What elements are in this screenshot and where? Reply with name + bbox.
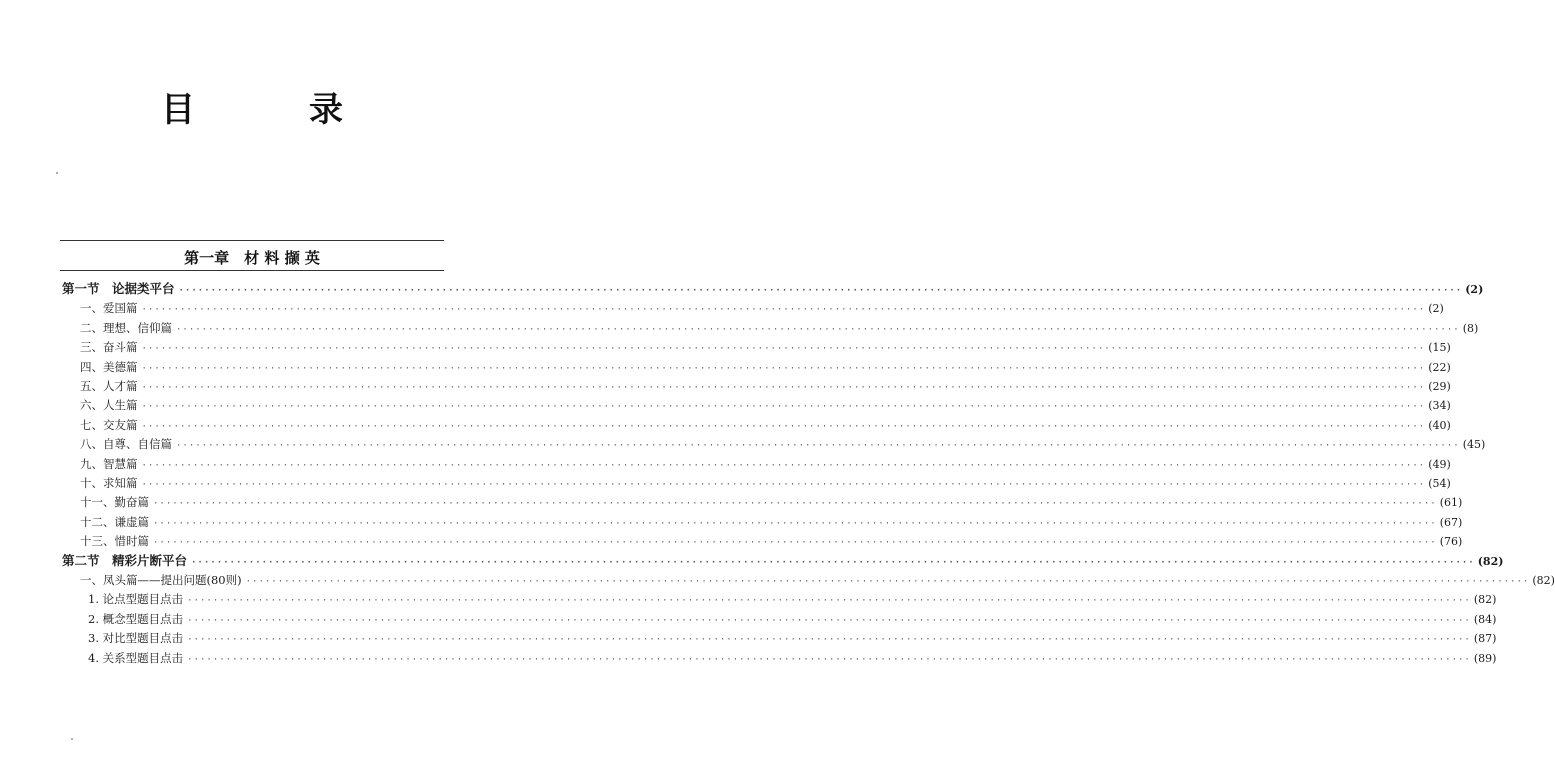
toc-entry-label: 四、美德篇	[80, 359, 138, 374]
toc-page-number: (82)	[1477, 554, 1504, 568]
toc-page-number: (61)	[1439, 496, 1463, 510]
toc-dot-leader: ········································································································································································································	[141, 305, 1426, 316]
scan-speck	[71, 738, 73, 740]
chapter-heading: 第一章 材 料 撷 英	[184, 249, 320, 267]
toc-page-number: (2)	[1465, 283, 1484, 296]
toc-page-number: (2)	[1428, 302, 1444, 316]
toc-entry-label: 二、理想、信仰篇	[80, 320, 172, 335]
chapter-rule-bottom	[60, 270, 444, 271]
toc-entry-label: 一、爱国篇	[80, 301, 138, 316]
toc-page-number: (15)	[1428, 341, 1451, 355]
toc-dot-leader: ········································································································································································································	[141, 421, 1426, 432]
toc-item-entry	[80, 494, 1463, 510]
toc-dot-leader: ········································································································································································································	[141, 363, 1426, 374]
toc-entry-label: 十一、勤奋篇	[80, 495, 149, 510]
toc-page-number: (29)	[1428, 380, 1451, 393]
toc-page-number: (54)	[1428, 477, 1451, 490]
toc-item-entry	[80, 436, 1486, 452]
toc-item-entry	[80, 320, 1479, 336]
toc-entry-label: 六、人生篇	[80, 398, 138, 413]
toc-entry-label: 九、智慧篇	[80, 456, 138, 471]
toc-page-number: (84)	[1473, 612, 1497, 626]
toc-entry-label: 七、交友篇	[80, 417, 138, 432]
toc-entry-label: 十、求知篇	[80, 476, 138, 490]
toc-entry-label: 第一节 论据类平台	[62, 281, 175, 296]
toc-dot-leader: ········································································································································································································	[153, 518, 1437, 529]
toc-subitem-entry	[88, 611, 1497, 627]
toc-item-entry	[80, 359, 1451, 375]
toc-entry-label: 十二、谦虚篇	[80, 514, 149, 529]
toc-item-entry	[80, 533, 1463, 549]
toc-page-number: (87)	[1473, 632, 1497, 646]
toc-dot-leader: ········································································································································································································	[187, 654, 1471, 665]
toc-page-number: (76)	[1439, 535, 1463, 549]
toc-subitem-entry	[88, 630, 1497, 646]
toc-item-entry	[80, 456, 1451, 472]
toc-page-number: (67)	[1439, 515, 1463, 529]
toc-entry-label: 3. 对比型题目点击	[88, 631, 184, 646]
toc-item-entry	[80, 417, 1451, 433]
toc-entry-label: 第二节 精彩片断平台	[62, 552, 188, 568]
toc-entry-label: 1. 论点型题目点击	[88, 592, 184, 607]
toc-dot-leader: ········································································································································································································	[191, 557, 1475, 568]
toc-item-entry	[80, 397, 1451, 413]
scan-speck	[56, 172, 58, 174]
toc-dot-leader: ········································································································································································································	[187, 635, 1471, 646]
toc-page-number: (82)	[1532, 574, 1555, 587]
page-title: 目 录	[161, 90, 383, 130]
toc-page-number: (34)	[1428, 399, 1451, 413]
toc-dot-leader: ········································································································································································································	[153, 538, 1437, 549]
toc-dot-leader: ········································································································································································································	[141, 480, 1426, 490]
toc-subitem-entry	[88, 650, 1497, 666]
toc-entry-label: 五、人才篇	[80, 379, 138, 393]
toc-item-entry	[80, 300, 1444, 316]
toc-dot-leader: ········································································································································································································	[178, 286, 1463, 296]
toc-section-entry	[62, 552, 1504, 569]
toc-dot-leader: ········································································································································································································	[187, 615, 1471, 626]
toc-page-number: (82)	[1473, 593, 1497, 607]
chapter-rule-top	[60, 240, 444, 241]
toc-page-number: (45)	[1462, 438, 1486, 452]
toc-dot-leader: ········································································································································································································	[141, 344, 1426, 355]
toc-page-number: (49)	[1428, 457, 1451, 471]
toc-dot-leader: ········································································································································································································	[245, 577, 1530, 587]
toc-entry-label: 一、凤头篇——提出问题(80则)	[80, 573, 242, 587]
toc-dot-leader: ········································································································································································································	[187, 596, 1471, 607]
toc-page-number: (89)	[1473, 651, 1497, 665]
toc-entry-label: 十三、惜时篇	[80, 534, 149, 549]
toc-item-entry	[80, 475, 1451, 491]
toc-entry-label: 八、自尊、自信篇	[80, 437, 172, 452]
toc-item-entry	[80, 514, 1463, 530]
toc-entry-label: 2. 概念型题目点击	[88, 611, 184, 626]
toc-page-number: (22)	[1428, 360, 1451, 374]
toc-dot-leader: ········································································································································································································	[141, 460, 1426, 471]
toc-item-entry	[80, 378, 1451, 394]
toc-entry-label: 三、奋斗篇	[80, 340, 138, 355]
toc-dot-leader: ········································································································································································································	[141, 383, 1426, 393]
toc-item-entry	[80, 572, 1555, 588]
toc-dot-leader: ········································································································································································································	[153, 499, 1437, 510]
toc-page-number: (8)	[1462, 321, 1479, 335]
toc-item-entry	[80, 339, 1451, 355]
toc-dot-leader: ········································································································································································································	[176, 324, 1460, 335]
toc-subitem-entry	[88, 591, 1497, 607]
toc-page-number: (40)	[1428, 418, 1451, 432]
toc-section-entry	[62, 281, 1484, 297]
toc-dot-leader: ········································································································································································································	[176, 441, 1460, 452]
toc-dot-leader: ········································································································································································································	[141, 402, 1426, 413]
toc-entry-label: 4. 关系型题目点击	[88, 650, 184, 665]
